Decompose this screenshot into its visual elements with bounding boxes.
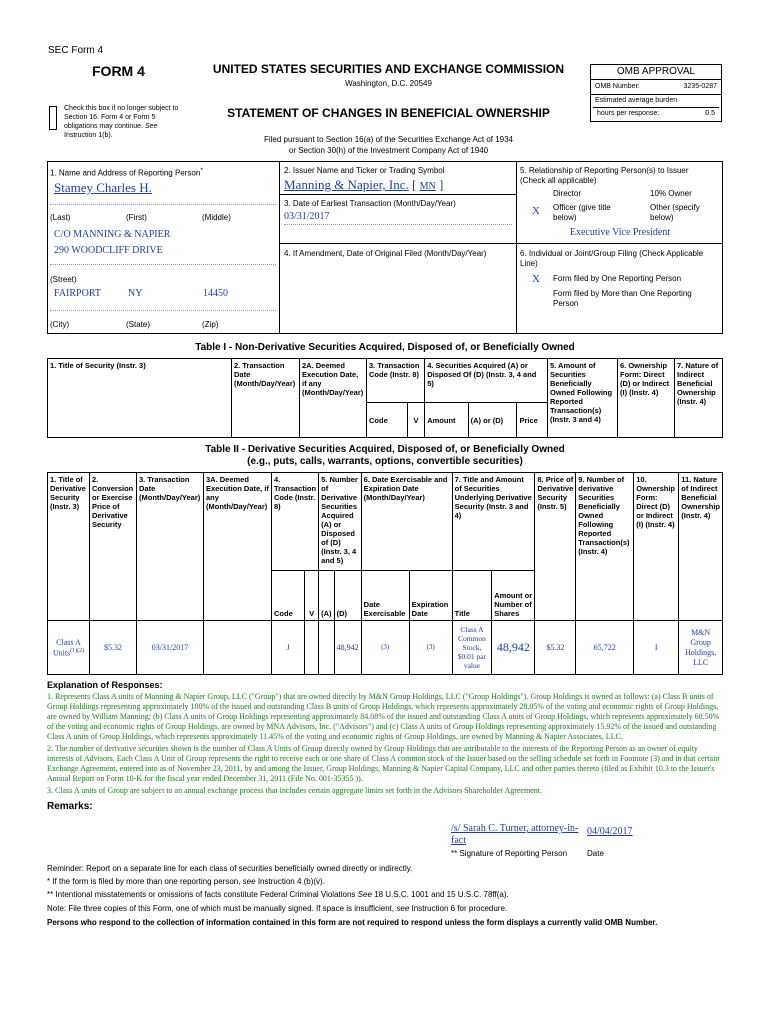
omb-hours-label: hours per response: [597,110,660,117]
t1-price: Price [517,403,548,438]
other-label: Other (specify below) [650,203,700,222]
agency-city: Washington, D.C. 20549 [345,79,432,88]
reminder-4: Note: File three copies of this Form, one of which must be manually signed. If space is insufficient, see Instruction 6 for procedure. [47,904,508,913]
t2-col10: 10. Ownership Form: Direct (D) or Indirect (I) (Instr. 4) [634,473,679,621]
issuer-name: Manning & Napier, Inc. [ MN ] [284,177,444,192]
t2-title: Title [452,571,492,621]
t1-col7: 7. Nature of Indirect Beneficial Ownership (Instr. 4) [675,359,723,438]
t2-a: (A) [319,571,334,621]
zip-label: (Zip) [202,320,219,329]
state-label: (State) [126,320,151,329]
signature: /s/ Sarah C. Turner, attorney-in-fact [451,823,579,846]
last-label: (Last) [50,213,71,222]
box1-label: 1. Name and Address of Reporting Person* [50,167,203,178]
t2-d: (D) [334,571,361,621]
t2-row-deemed [204,621,272,675]
omb-burden-label: Estimated average burden [595,97,678,104]
t2-col4: 4. Transaction Code (Instr. 8) [272,473,319,571]
box5-label: 5. Relationship of Reporting Person(s) to Issuer [520,166,689,175]
omb-hours-value: 0.5 [705,110,715,117]
footnote-3: 3. Class A units of Group are subject to an annual exchange process that includes certain aggregate limits set forth in the Advisors Shareholder Agreement. [47,786,542,795]
t2-amount-shares: Amount or Number of Shares [492,571,535,621]
box4-label: 4. If Amendment, Date of Original Filed (Month/Day/Year) [284,249,487,258]
officer-title: Executive Vice President [569,227,671,238]
t2-row-underlying: Class A Common Stock, $0.01 par value [452,621,492,675]
t2-expiration: Expiration Date [409,571,452,621]
box3-label: 3. Date of Earliest Transaction (Month/Day/Year) [284,199,456,208]
officer-mark: X [532,205,540,217]
zip-value: 14450 [203,288,228,299]
t2-row-d: 48,942 [334,621,361,675]
officer-label: Officer (give title below) [553,203,611,222]
omb-number-label: OMB Number: [595,83,640,90]
t2-row-owned: 65,722 [576,621,634,675]
t2-col2: 2. Conversion or Exercise Price of Derivative Security [90,473,137,621]
t2-row-v [305,621,319,675]
signature-label: ** Signature of Reporting Person [451,849,568,858]
t2-row-a [319,621,334,675]
director-label: Director [553,189,582,198]
t2-col5: 5. Number of Derivative Securities Acquired (A) or Disposed of (D) (Instr. 3, 4 and 5) [319,473,362,571]
t2-row-form: I [634,621,679,675]
t1-col2: 2. Transaction Date (Month/Day/Year) [232,359,300,438]
t2-row-shares: 48,942 [492,621,535,675]
footnote-1: 1. Represents Class A units of Manning & Napier Group, LLC ("Group") that are owned directly by M&N Group Holdings, LLC ("Group Holdings"). Group Holdings is owned as follows: (a) Class B units of Group Holdings representing approximately 100% of the issued and outstanding Class B units of Group Holdings, which represents approximately 28.05% of the voting and economic rights of Group Holdings, are owned by William Manning; (b) Class A units of Group Holdings representing approximately 84.08% of the issued and outstanding Class A units of Group Holdings, which represents approximately 60.50% of the voting and economic rights of Group Holdings, are owned by MNA Advisors, Inc. ("Advisors") and (c) Class A units of Group Holdings representing approximately 15.92% of the issued and outstanding Class A units of Group Holdings, which represents approximately 11.45% of the voting and economic rights of Group Holdings, are owned by Manning & Napier Associates, LLC. [47,692,720,741]
statement-title: STATEMENT OF CHANGES IN BENEFICIAL OWNERSHIP [227,106,550,120]
t1-col2a: 2A. Deemed Execution Date, if any (Month/Day/Year) [300,359,367,438]
t2-row-expiration: (3) [409,621,452,675]
filed-line-2: or Section 30(h) of the Investment Company Act of 1940 [288,146,489,155]
t2-v: V [305,571,319,621]
city-value: FAIRPORT [54,288,102,299]
address-line-1: C/O MANNING & NAPIER [54,229,171,240]
t1-amount: Amount [425,403,468,438]
remarks-title: Remarks: [47,801,93,812]
no-longer-subject-checkbox[interactable] [49,106,57,130]
reminder-1: Reminder: Report on a separate line for each class of securities beneficially owned directly or indirectly. [47,864,413,873]
t2-code: Code [272,571,305,621]
earliest-transaction-date: 03/31/2017 [284,211,330,222]
box6-label: 6. Individual or Joint/Group Filing (Check Applicable Line) [520,249,704,268]
t2-col7: 7. Title and Amount of Securities Underlying Derivative Security (Instr. 3 and 4) [452,473,535,571]
address-line-2: 290 WOODCLIFF DRIVE [54,245,163,256]
omb-title: OMB APPROVAL [591,65,721,80]
omb-number-row [591,80,721,95]
t2-row-exercisable: (3) [361,621,409,675]
ten-pct-label: 10% Owner [650,189,692,198]
explanation-title: Explanation of Responses: [47,680,163,690]
t1-col6: 6. Ownership Form: Direct (D) or Indirect (I) (Instr. 4) [618,359,675,438]
t2-col3a: 3A. Deemed Execution Date, if any (Month/Day/Year) [204,473,272,621]
reporting-person-name: Stamey Charles H. [54,180,152,195]
one-person-label: Form filed by One Reporting Person [553,274,682,283]
state-value: NY [128,288,143,299]
reminder-2: * If the form is filed by more than one reporting person, see Instruction 4 (b)(v). [47,877,325,886]
box5-sub: (Check all applicable) [520,176,597,185]
omb-box [590,64,722,122]
reminder-3: ** Intentional misstatements or omissions of facts constitute Federal Criminal Violations See 18 U.S.C. 1001 and 15 U.S.C. 78ff(a). [47,890,509,899]
t1-col1: 1. Title of Security (Instr. 3) [48,359,232,438]
street-label: (Street) [50,275,77,284]
t2-col3: 3. Transaction Date (Month/Day/Year) [137,473,204,621]
date-label: Date [587,849,604,858]
reminder-5: Persons who respond to the collection of information contained in this form are not required to respond unless the form displays a currently valid OMB Number. [47,918,658,927]
t2-col6: 6. Date Exercisable and Expiration Date (Month/Day/Year) [361,473,452,571]
more-person-label: Form filed by More than One Reporting Person [553,289,692,308]
form-title: FORM 4 [92,63,145,79]
one-person-mark: X [532,273,540,285]
t2-row-deriv-price: $5.32 [535,621,576,675]
footnote-2: 2. The number of derivative securities shown is the number of Class A Units of Group directly owned by Group Holdings that are attributable to the interests of the Reporting Person as an owner of equity interests of Advisors. Each Class A Unit of Group represents the right to receive each or one share of Class A common stock of the Issuer based on the selling schedule set forth in Footnote (3) and in that certain Exchange Agreement, entered into as of November 23, 2011, by and among the Issuer, Group Holdings, Manning & Napier Capital Company, LLC and other parties thereto (filed as Exhibit 10.3 to the Issuer's Annual Report on Form 10-K for the fiscal year ended December 31, 2011 (File No. 001-35355 )). [47,744,720,783]
t1-code: Code [367,403,408,438]
t2-col1: 1. Title of Derivative Security (Instr. 3) [48,473,90,621]
table2 [47,472,723,675]
t1-col4: 4. Securities Acquired (A) or Disposed Of (D) (Instr. 3, 4 and 5) [425,359,548,403]
city-label: (City) [50,320,70,329]
t1-aord: (A) or (D) [468,403,517,438]
t2-row-date: 03/31/2017 [137,621,204,675]
first-label: (First) [126,213,147,222]
t1-v: V [407,403,424,438]
table1-title: Table I - Non-Derivative Securities Acquired, Disposed of, or Beneficially Owned [195,342,575,353]
table2-title: Table II - Derivative Securities Acquired, Disposed of, or Beneficially Owned (e.g., puts, calls, warrants, options, convertible securities) [205,444,565,467]
t1-col3: 3. Transaction Code (Instr. 8) [367,359,425,403]
checkbox-label: Check this box if no longer subject to Section 16. Form 4 or Form 5 obligations may continue. See Instruction 1(b). [64,105,179,139]
table-row [48,621,723,675]
t2-date-exercisable: Date Exercisable [361,571,409,621]
t2-col9: 9. Number of derivative Securities Beneficially Owned Following Reported Transaction(s) (Instr. 4) [576,473,634,621]
box2-label: 2. Issuer Name and Ticker or Trading Symbol [284,166,445,175]
t1-col5: 5. Amount of Securities Beneficially Owned Following Reported Transaction(s) (Instr. 3 and 4) [548,359,618,438]
omb-number-value: 3235-0287 [683,83,717,90]
filed-line-1: Filed pursuant to Section 16(a) of the Securities Exchange Act of 1934 [263,135,514,144]
omb-hours-row [593,107,719,120]
t2-row-price: $5.32 [90,621,137,675]
t2-col11: 11. Nature of Indirect Beneficial Ownership (Instr. 4) [679,473,723,621]
t2-col8: 8. Price of Derivative Security (Instr. 5) [535,473,576,621]
t2-row-code: J [272,621,305,675]
t2-row-nature: M&N Group Holdings, LLC [679,621,723,675]
agency-title: UNITED STATES SECURITIES AND EXCHANGE COMMISSION [212,62,565,76]
sec-form-label: SEC Form 4 [48,45,104,56]
t2-row-security: Class A Units$^{(1)(2)}$ [48,621,90,675]
middle-label: (Middle) [202,213,231,222]
signature-date: 04/04/2017 [587,826,633,837]
table1 [47,358,723,438]
